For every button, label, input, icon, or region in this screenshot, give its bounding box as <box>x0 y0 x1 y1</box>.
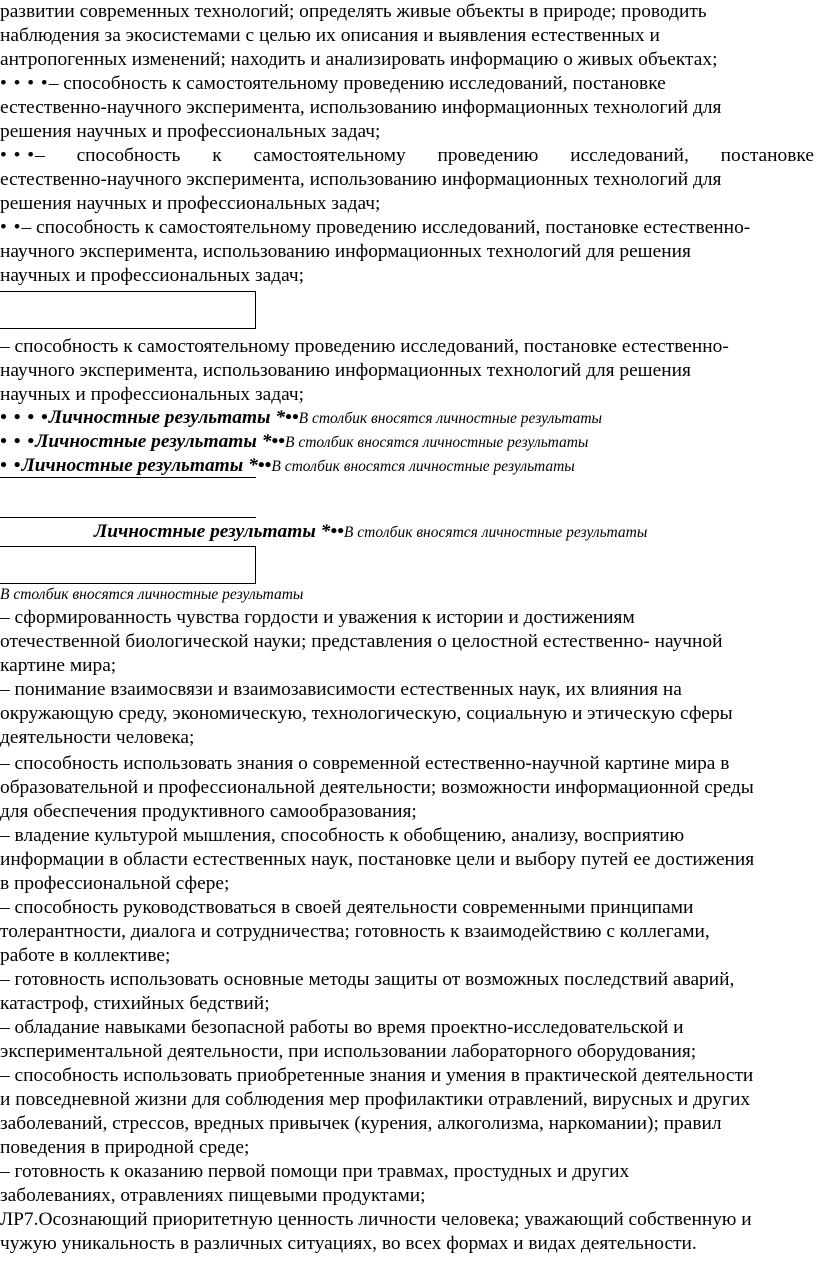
text-line: решения научных и профессиональных задач; <box>0 121 381 142</box>
header-title: Личностные результаты <box>48 407 271 428</box>
divider <box>0 477 256 478</box>
text-line: – способность к самостоятельному проведению исследований, постановке естественно- <box>0 336 729 357</box>
list-item-line: картине мира; <box>0 655 117 676</box>
list-item-line: заболеваниях, отравлениях пищевыми продуктами; <box>0 1185 426 1206</box>
bullet-markers: • • <box>0 217 22 238</box>
text-line: естественно-научного эксперимента, использованию информационных технологий для <box>0 169 722 190</box>
section-header <box>0 406 602 430</box>
bullet-markers: • • • • <box>0 73 49 94</box>
list-item-line: катастроф, стихийных бедствий; <box>0 993 270 1014</box>
list-item-line: информации в области естественных наук, постановке цели и выбору путей ее достижения <box>0 849 755 870</box>
text-line: естественно-научного эксперимента, использованию информационных технологий для <box>0 97 722 118</box>
word: способность <box>76 145 181 166</box>
header-hint: В столбик вносятся личностные результаты <box>343 524 648 541</box>
list-item-line: – способность использовать знания о современной естественно-научной картине мира в <box>0 753 730 774</box>
empty-frame <box>0 291 256 329</box>
list-item-line: поведения в природной среде; <box>0 1137 250 1158</box>
bullet-markers: • • • • <box>0 407 49 428</box>
list-item-line: – способность использовать приобретенные знания и умения в практической деятельности <box>0 1065 754 1086</box>
list-item-line: – сформированность чувства гордости и уважения к истории и достижениям <box>0 607 635 628</box>
header-star: *•• <box>320 521 344 542</box>
text-line: научных и профессиональных задач; <box>0 384 305 405</box>
header-star: *•• <box>248 455 272 476</box>
header-title: Личностные результаты <box>21 455 244 476</box>
list-item-line: экспериментальной деятельности, при использовании лабораторного оборудования; <box>0 1041 697 1062</box>
header-title: Личностные результаты <box>35 431 257 452</box>
text-fragment: – способность к самостоятельному проведению исследований, постановке естественно- <box>21 217 751 238</box>
text-line: развитии современных технологий; определять живые объекты в природе; проводить <box>0 1 707 22</box>
word: проведению <box>437 145 539 166</box>
section-header <box>0 430 588 454</box>
bullet-line <box>0 216 750 240</box>
section-header <box>0 454 575 478</box>
section-header <box>94 520 647 544</box>
header-star: *•• <box>275 407 299 428</box>
list-item-line: в профессиональной сфере; <box>0 873 230 894</box>
header-star: *•• <box>261 431 285 452</box>
bullet-markers: • • • <box>0 431 36 452</box>
list-item-line: отечественной биологической науки; представления о целостной естественно- научной <box>0 631 723 652</box>
bullet-markers: • • • <box>0 145 36 166</box>
list-item-line: для обеспечения продуктивного самообразования; <box>0 801 417 822</box>
list-item-line: образовательной и профессиональной деятельности; возможности информационной среды <box>0 777 754 798</box>
list-item-line: работе в коллективе; <box>0 945 171 966</box>
list-item-line: – способность руководствоваться в своей деятельности современными принципами <box>0 897 694 918</box>
list-item-line: – владение культурой мышления, способность к обобщению, анализу, восприятию <box>0 825 685 846</box>
dash: – <box>35 145 45 166</box>
list-item-line: толерантности, диалога и сотрудничества; готовность к взаимодействию с коллегами, <box>0 921 710 942</box>
list-item-line: – обладание навыками безопасной работы во время проектно-исследовательской и <box>0 1017 684 1038</box>
list-item-line: ЛР7.Осознающий приоритетную ценность личности человека; уважающий собственную и <box>0 1209 752 1230</box>
list-item-line: деятельности человека; <box>0 727 195 748</box>
text-line: научного эксперимента, использованию информационных технологий для решения <box>0 360 691 381</box>
divider <box>0 517 256 518</box>
text-line: решения научных и профессиональных задач; <box>0 193 381 214</box>
header-hint: В столбик вносятся личностные результаты <box>284 434 589 451</box>
bullet-line <box>0 144 814 168</box>
header-title: Личностные результаты <box>94 521 316 542</box>
list-item-line: окружающую среду, экономическую, технологическую, социальную и этическую сферы <box>0 703 733 724</box>
list-item-line: заболеваний, стрессов, вредных привычек (курения, алкоголизма, наркомании); правил <box>0 1113 722 1134</box>
list-item-line: – готовность к оказанию первой помощи при травмах, простудных и других <box>0 1161 630 1182</box>
text-line: научного эксперимента, использованию информационных технологий для решения <box>0 241 691 262</box>
list-item-line: чужую уникальность в различных ситуациях, во всех формах и видах деятельности. <box>0 1233 697 1254</box>
word: исследований, <box>570 145 689 166</box>
word: самостоятельному <box>253 145 406 166</box>
hint-text: В столбик вносятся личностные результаты <box>0 586 304 603</box>
text-line: научных и профессиональных задач; <box>0 265 305 286</box>
text-line: антропогенных изменений; находить и анализировать информацию о живых объектах; <box>0 49 718 70</box>
bullet-line <box>0 72 666 96</box>
list-item-line: и повседневной жизни для соблюдения мер профилактики отравлений, вирусных и других <box>0 1089 751 1110</box>
text-line: наблюдения за экосистемами с целью их описания и выявления естественных и <box>0 25 660 46</box>
word: к <box>212 145 222 166</box>
header-hint: В столбик вносятся личностные результаты <box>271 458 575 475</box>
list-item-line: – понимание взаимосвязи и взаимозависимости естественных наук, их влияния на <box>0 679 682 700</box>
text-fragment <box>0 144 45 168</box>
text-fragment: – способность к самостоятельному проведению исследований, постановке <box>48 73 666 94</box>
empty-frame <box>0 546 256 584</box>
word: постановке <box>720 145 814 166</box>
list-item-line: – готовность использовать основные методы защиты от возможных последствий аварий, <box>0 969 735 990</box>
bullet-markers: • • <box>0 455 22 476</box>
header-hint: В столбик вносятся личностные результаты <box>298 410 603 427</box>
